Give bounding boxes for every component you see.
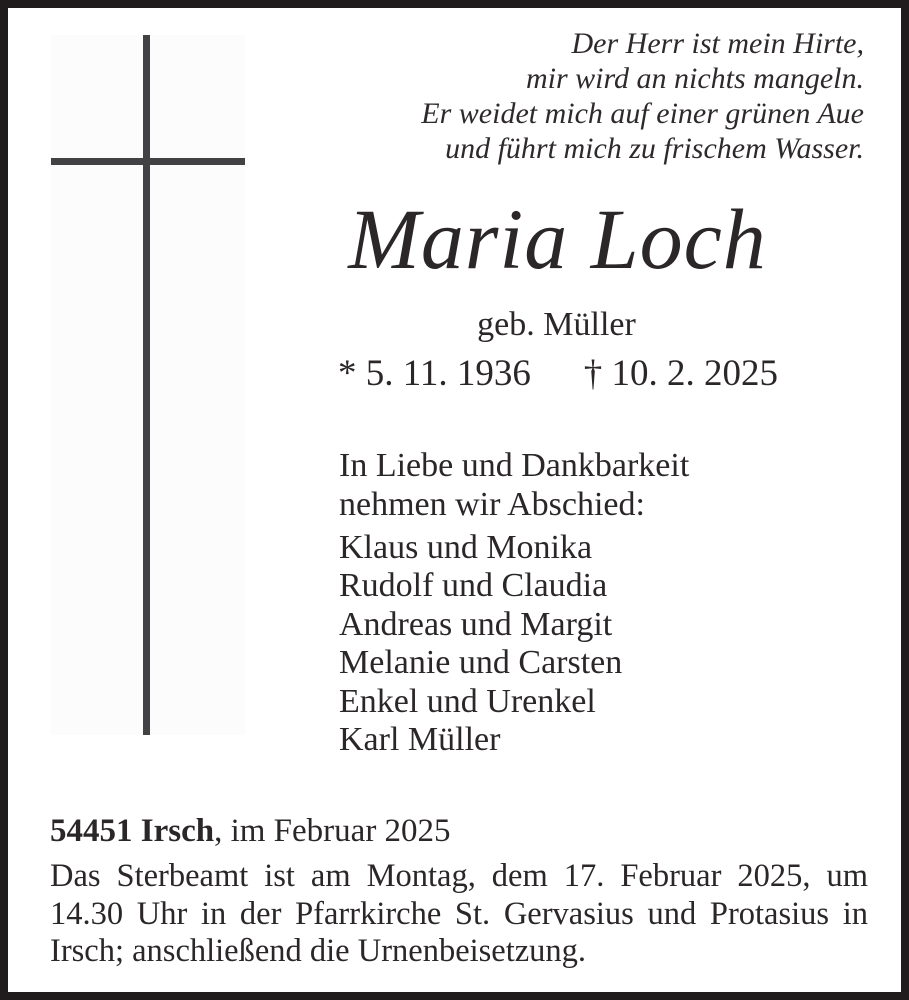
death-date: † 10. 2. 2025: [583, 353, 778, 394]
psalm-quote-line: Er weidet mich auf einer grünen Aue: [421, 97, 864, 130]
service-line: Das Sterbeamt ist am Montag, dem 17. Februar 2025, um: [50, 858, 868, 894]
cross-horizontal-bar: [51, 158, 245, 165]
christian-cross-icon: [51, 35, 245, 735]
date-suffix: , im Februar 2025: [214, 813, 451, 849]
psalm-quote-line: mir wird an nichts mangeln.: [525, 62, 864, 95]
service-announcement: [50, 858, 868, 971]
farewell-intro: [339, 446, 689, 524]
psalm-quote: [421, 26, 864, 166]
postal-place: 54451 Irsch: [50, 813, 215, 849]
mourner-item: Enkel und Urenkel: [339, 682, 596, 720]
mourner-item: Andreas und Margit: [339, 605, 613, 643]
service-line: 14.30 Uhr in der Pfarrkirche St. Gervasius und Protasius in: [50, 895, 868, 932]
mourner-item: Rudolf und Claudia: [339, 567, 608, 605]
birth-date: * 5. 11. 1936: [338, 353, 531, 394]
place-and-date-line: [50, 811, 451, 851]
mourner-item: Klaus und Monika: [339, 529, 593, 566]
mourners-list: [339, 529, 622, 759]
psalm-quote-line: und führt mich zu frischem Wasser.: [445, 132, 864, 165]
mourner-item: Karl Müller: [339, 721, 501, 759]
mourner-item: Melanie und Carsten: [339, 644, 623, 682]
farewell-intro-line: nehmen wir Abschied:: [339, 486, 645, 523]
deceased-name: Maria Loch: [348, 191, 767, 287]
psalm-quote-line: Der Herr ist mein Hirte,: [571, 27, 864, 60]
cross-vertical-bar: [143, 35, 150, 735]
farewell-intro-line: In Liebe und Dankbarkeit: [339, 447, 690, 484]
maiden-name: geb. Müller: [477, 306, 636, 343]
service-line: Irsch; anschließend die Urnenbeisetzung.: [50, 933, 587, 969]
life-dates: [338, 352, 778, 396]
